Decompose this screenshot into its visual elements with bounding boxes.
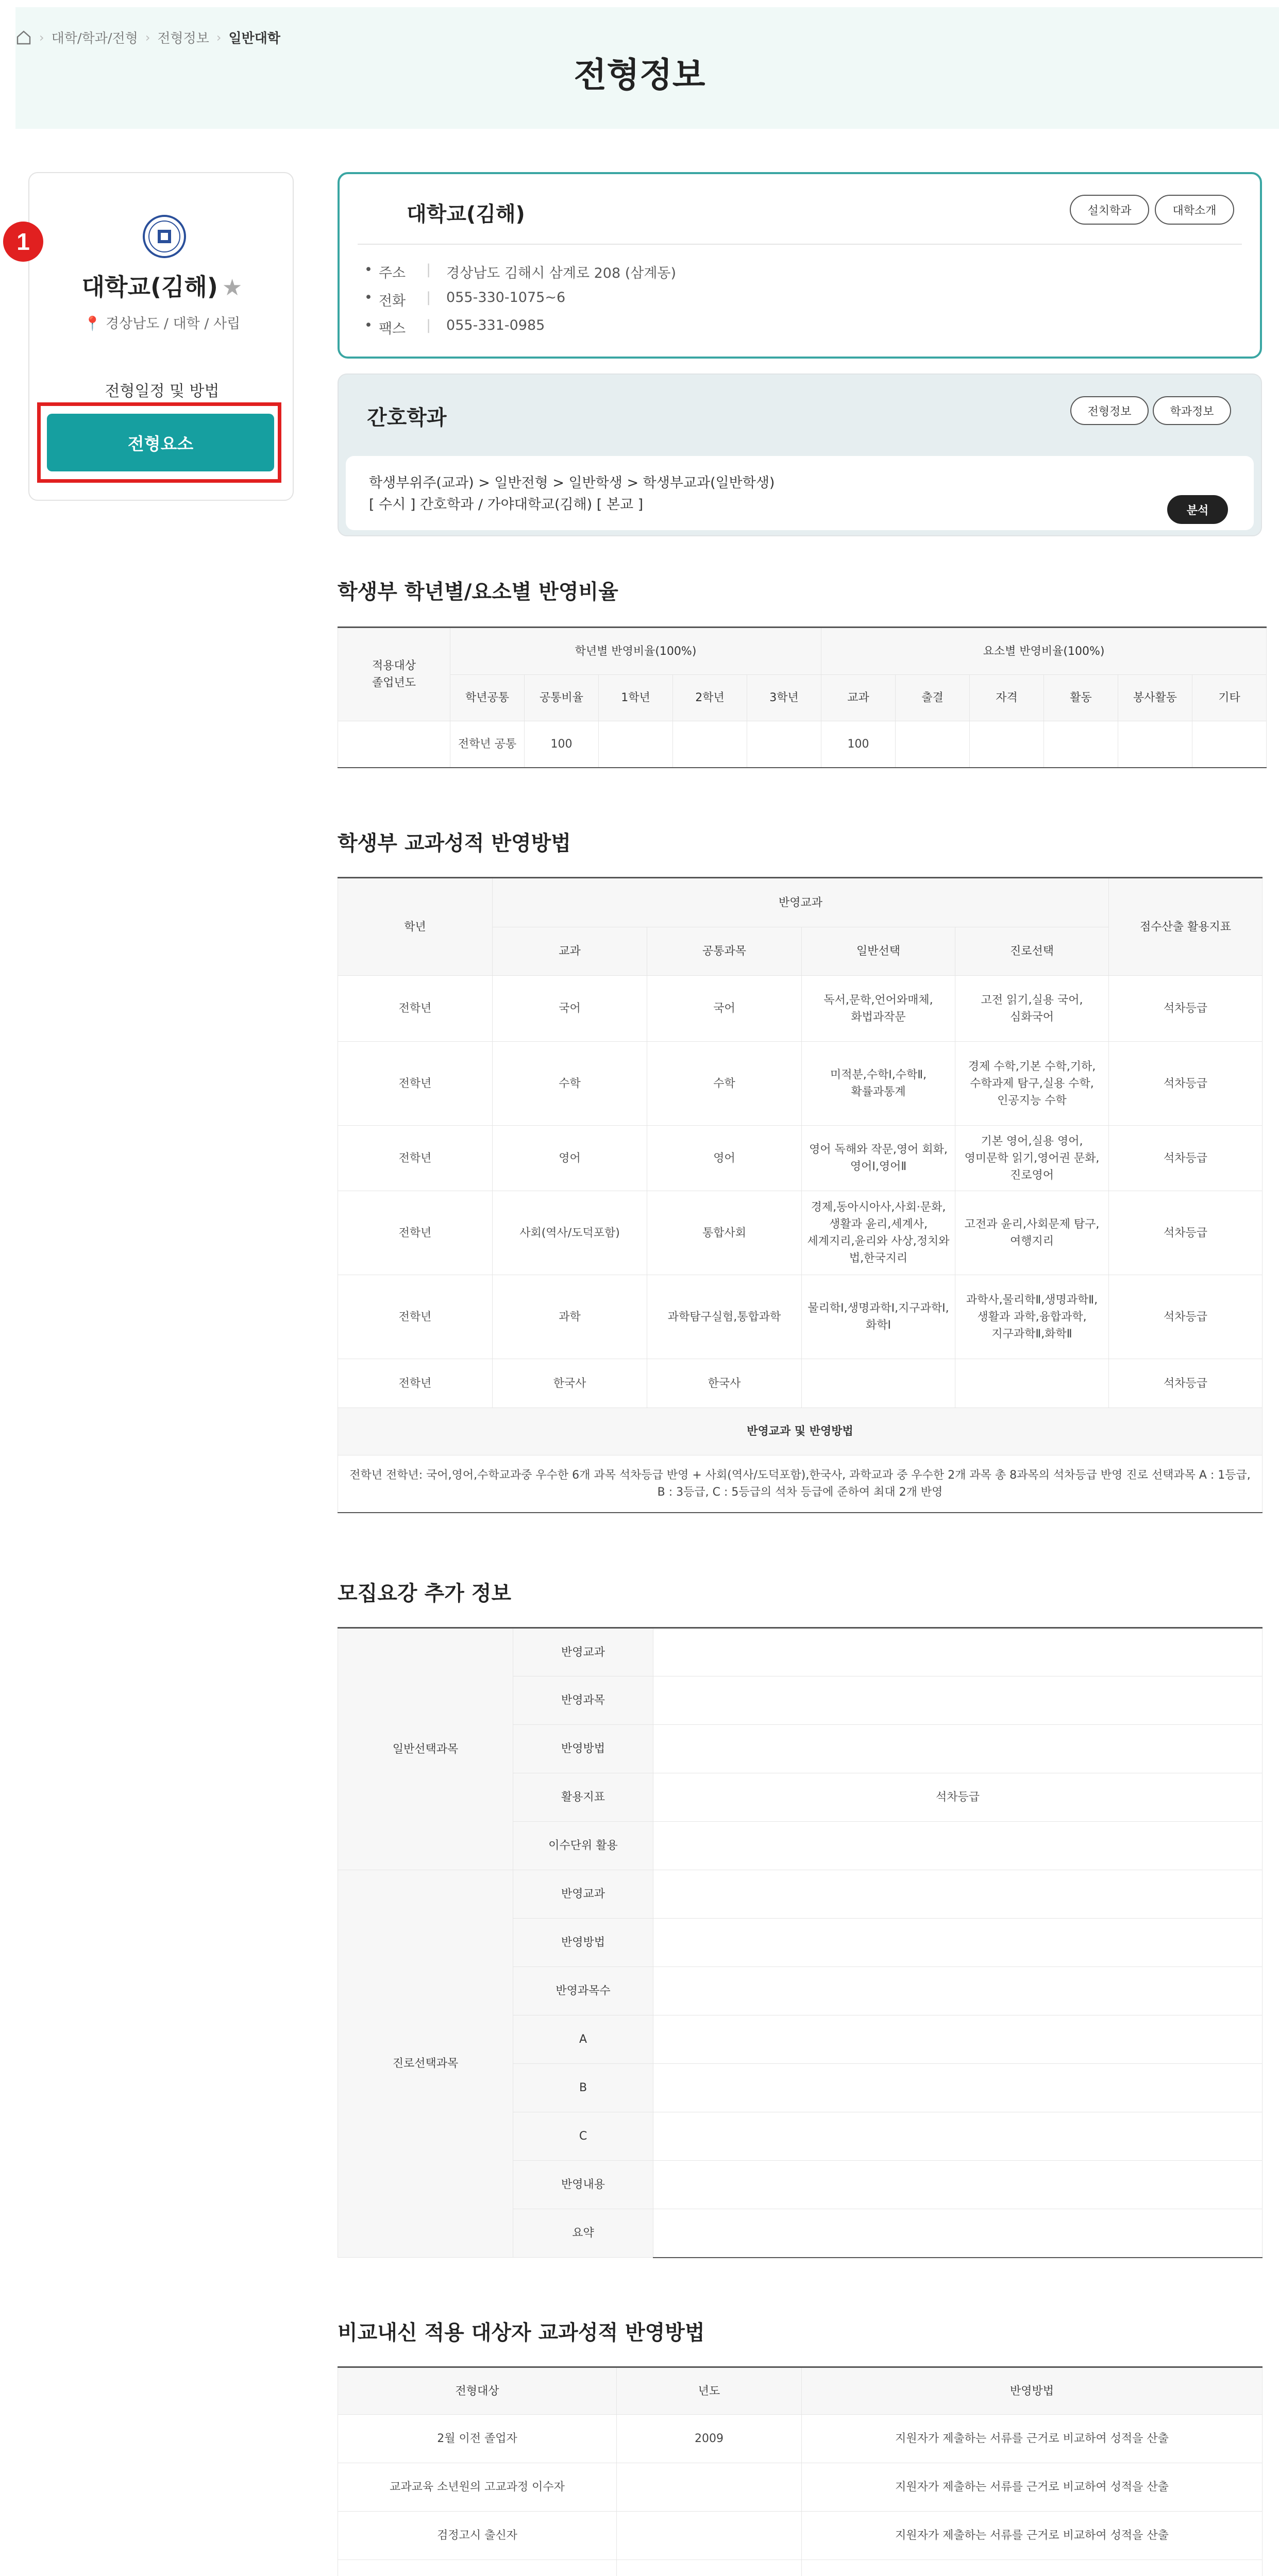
table-cell: 과학탐구실험,통합과학 <box>647 1275 802 1359</box>
table-row <box>338 1359 1263 1408</box>
table-cell <box>653 2161 1263 2209</box>
table-header: 요소별 반영비율(100%) <box>821 628 1267 675</box>
table-cell <box>653 1822 1263 1870</box>
breadcrumb-current: 일반대학 <box>228 31 280 46</box>
table-cell <box>338 721 450 768</box>
table-cell <box>1044 721 1118 768</box>
major-card <box>338 374 1262 536</box>
table-header: 학년 <box>338 878 493 976</box>
table-cell <box>338 2560 617 2576</box>
table-cell: 전학년 공통 <box>450 721 525 768</box>
table-row <box>338 2463 1263 2512</box>
table-cell: 2월 이전 졸업자 <box>338 2415 617 2463</box>
major-detail-panel <box>346 456 1254 530</box>
table-cell: 고전과 윤리,사회문제 탐구,여행지리 <box>955 1191 1109 1275</box>
chevron-right-icon: › <box>145 30 150 45</box>
table-header: 공통비율 <box>525 675 599 721</box>
university-name: 대학교(김해) ★ <box>81 273 243 301</box>
table-cell <box>1118 721 1192 768</box>
table-cell: 물리학Ⅰ,생명과학Ⅰ,지구과학Ⅰ,화학Ⅰ <box>802 1275 955 1359</box>
table-cell: 전학년 <box>338 976 493 1042</box>
table-header: B <box>513 2064 653 2112</box>
table-cell <box>653 2064 1263 2112</box>
table-cell: 경제,동아시아사,사회·문화,생활과 윤리,세계사,세계지리,윤리와 사상,정치와 법,한국지리 <box>802 1191 955 1275</box>
table-header: 반영방법 <box>802 2367 1263 2415</box>
chevron-right-icon: › <box>39 30 44 45</box>
table-cell: 수학 <box>493 1042 647 1126</box>
major-info-button[interactable]: 학과정보 <box>1153 396 1231 425</box>
table-header: 3학년 <box>747 675 821 721</box>
table-cell: 전학년 <box>338 1359 493 1408</box>
admission-sub: [ 수시 ] 간호학과 / 가야대학교(김해) [ 본교 ] <box>369 497 644 513</box>
table-header: 활용지표 <box>513 1773 653 1822</box>
admission-info-button[interactable]: 전형정보 <box>1070 396 1149 425</box>
table-header: 일반선택 <box>802 927 955 976</box>
section-title: 모집요강 추가 정보 <box>338 1582 511 1605</box>
table-header: 반영과목 <box>513 1676 653 1725</box>
table-cell: 2009 <box>617 2415 802 2463</box>
step-marker: 1 <box>3 222 43 262</box>
table-row <box>338 1870 1263 1919</box>
table-cell <box>802 1359 955 1408</box>
breadcrumb-item[interactable]: 전형정보 <box>157 31 209 46</box>
table-cell: 석차등급 <box>1109 1042 1263 1126</box>
table-header: 전형대상 <box>338 2367 617 2415</box>
table-cell: 과학 <box>493 1275 647 1359</box>
table-cell <box>673 721 747 768</box>
table-header: 학년별 반영비율(100%) <box>450 628 821 675</box>
table-cell <box>617 2463 802 2512</box>
table-row <box>338 1126 1263 1191</box>
installed-majors-button[interactable]: 설치학과 <box>1070 195 1149 225</box>
table-cell <box>896 721 970 768</box>
table-cell <box>747 721 821 768</box>
table-cell <box>1192 721 1267 768</box>
table-cell <box>599 721 673 768</box>
table-header: 반영방법 <box>513 1919 653 1967</box>
table-header: 이수단위 활용 <box>513 1822 653 1870</box>
table-cell: 독서,문학,언어와매체,화법과작문 <box>802 976 955 1042</box>
table-cell <box>653 1919 1263 1967</box>
table-cell: 전학년 <box>338 1191 493 1275</box>
table-row <box>338 976 1263 1042</box>
table-cell <box>653 2015 1263 2064</box>
fax-row: • 팩스 | 055-331-0985 <box>364 317 545 337</box>
table-header: 점수산출 활용지표 <box>1109 878 1263 976</box>
breadcrumb-item[interactable]: 대학/학과/전형 <box>51 31 138 46</box>
table-cell: 한국사 <box>647 1359 802 1408</box>
table-header: 교과 <box>821 675 896 721</box>
table-cell <box>653 1870 1263 1919</box>
table-header: 진로선택 <box>955 927 1109 976</box>
table-cell: 지원자가 제출하는 서류를 근거로 비교하여 성적을 산출 <box>802 2415 1263 2463</box>
admission-path: 학생부위주(교과) > 일반전형 > 일반학생 > 학생부교과(일반학생) <box>369 475 775 491</box>
table-header: 기타 <box>1192 675 1267 721</box>
table-header: 학년공통 <box>450 675 525 721</box>
table-cell: 경제 수학,기본 수학,기하,수학과제 탐구,실용 수학,인공지능 수학 <box>955 1042 1109 1126</box>
table-cell <box>617 2560 802 2576</box>
table-cell: 교과교육 소년원의 고교과정 이수자 <box>338 2463 617 2512</box>
table-cell: 과학사,물리학Ⅱ,생명과학Ⅱ,생활과 과학,융합과학,지구과학Ⅱ,화학Ⅱ <box>955 1275 1109 1359</box>
table-cell: 석차등급 <box>1109 1126 1263 1191</box>
address-row: • 주소 | 경상남도 김해시 삼계로 208 (삼계동) <box>364 262 677 281</box>
method-title: 반영교과 및 반영방법 <box>338 1408 1263 1455</box>
table-cell: 석차등급 <box>1109 1359 1263 1408</box>
table-header: 반영과목수 <box>513 1967 653 2015</box>
table-cell: 검정고시 출신자 <box>338 2512 617 2560</box>
divider <box>358 244 1242 245</box>
table-cell: 국어 <box>493 976 647 1042</box>
university-card <box>338 172 1262 359</box>
table-cell: 석차등급 <box>1109 1275 1263 1359</box>
chevron-right-icon: › <box>216 30 222 45</box>
table-header: 교과 <box>493 927 647 976</box>
table-cell: 영어 독해와 작문,영어 회화,영어Ⅰ,영어Ⅱ <box>802 1126 955 1191</box>
table-header: 자격 <box>970 675 1044 721</box>
table-cell: 지원자가 제출하는 서류를 근거로 비교하여 성적을 산출 <box>802 2512 1263 2560</box>
table-cell: 통합사회 <box>647 1191 802 1275</box>
table-cell: 100 <box>525 721 599 768</box>
university-intro-button[interactable]: 대학소개 <box>1155 195 1234 225</box>
table-header: 반영교과 <box>513 1870 653 1919</box>
table-header: 활동 <box>1044 675 1118 721</box>
table-cell: 전학년 <box>338 1126 493 1191</box>
table-header: 요약 <box>513 2209 653 2258</box>
table-row <box>338 1628 1263 1676</box>
section-title: 학생부 교과성적 반영방법 <box>338 832 571 855</box>
table-header: 반영교과 <box>513 1628 653 1676</box>
subject-score-table <box>338 877 1263 1513</box>
table-row <box>338 721 1267 768</box>
university-card-title: 대학교(김해) <box>407 202 525 226</box>
breadcrumb <box>15 28 280 47</box>
schedule-link[interactable]: 전형일정 및 방법 <box>105 382 220 400</box>
table-cell: 영어 <box>647 1126 802 1191</box>
table-cell <box>802 2560 1263 2576</box>
table-cell: 영어 <box>493 1126 647 1191</box>
table-cell: 전학년 <box>338 1042 493 1126</box>
table-row <box>338 2415 1263 2463</box>
table-cell: 수학 <box>647 1042 802 1126</box>
star-icon[interactable]: ★ <box>222 275 243 301</box>
table-header: 반영교과 <box>493 878 1109 927</box>
table-cell <box>653 1676 1263 1725</box>
table-header: 2학년 <box>673 675 747 721</box>
section-title: 학생부 학년별/요소별 반영비율 <box>338 580 618 604</box>
table-cell: 100 <box>821 721 896 768</box>
table-cell: 기본 영어,실용 영어,영미문학 읽기,영어권 문화,진로영어 <box>955 1126 1109 1191</box>
additional-info-table <box>338 1627 1263 2258</box>
analysis-button[interactable]: 분석 <box>1167 495 1228 524</box>
sidebar-card <box>28 172 294 501</box>
table-header: 진로선택과목 <box>338 1870 513 2258</box>
major-title: 간호학과 <box>367 406 447 430</box>
table-row <box>338 2560 1263 2576</box>
table-header: 공통과목 <box>647 927 802 976</box>
table-header: 반영방법 <box>513 1725 653 1773</box>
table-cell: 사회(역사/도덕포함) <box>493 1191 647 1275</box>
phone-row: • 전화 | 055-330-1075~6 <box>364 290 566 309</box>
method-text: 전학년 전학년: 국어,영어,수학교과중 우수한 6개 과목 석차등급 반영 + 사회(역사/도덕포함),한국사, 과학교과 중 우수한 2개 과목 총 8과목의 석차등급 반영 진로 선택과목 A : 1등급, B : 3등급, C : 5등급의 석차 등급에 준하여 최대 2개 반영 <box>338 1455 1263 1513</box>
table-cell <box>653 1725 1263 1773</box>
table-header: 년도 <box>617 2367 802 2415</box>
table-cell <box>653 1628 1263 1676</box>
table-cell <box>617 2512 802 2560</box>
table-row <box>338 1191 1263 1275</box>
table-row <box>338 1275 1263 1359</box>
selection-elements-button[interactable]: 전형요소 <box>47 414 274 471</box>
table-header: 봉사활동 <box>1118 675 1192 721</box>
table-cell <box>955 1359 1109 1408</box>
page-title: 전형정보 <box>574 55 705 95</box>
table-cell <box>653 1967 1263 2015</box>
table-cell: 석차등급 <box>653 1773 1263 1822</box>
table-cell: 석차등급 <box>1109 1191 1263 1275</box>
table-cell: 한국사 <box>493 1359 647 1408</box>
university-logo <box>142 214 187 259</box>
table-cell <box>970 721 1044 768</box>
table-cell <box>653 2112 1263 2161</box>
map-pin-icon: 📍 <box>83 316 102 332</box>
table-cell <box>653 2209 1263 2258</box>
table-header: C <box>513 2112 653 2161</box>
table-cell: 미적분,수학Ⅰ,수학Ⅱ,확률과통계 <box>802 1042 955 1126</box>
table-header: A <box>513 2015 653 2064</box>
section-title: 비교내신 적용 대상자 교과성적 반영방법 <box>338 2321 705 2345</box>
table-cell: 국어 <box>647 976 802 1042</box>
table-header: 1학년 <box>599 675 673 721</box>
table-header: 적용대상 졸업년도 <box>338 628 450 721</box>
table-cell: 전학년 <box>338 1275 493 1359</box>
table-header: 출결 <box>896 675 970 721</box>
table-header: 일반선택과목 <box>338 1628 513 1870</box>
table-row <box>338 1042 1263 1126</box>
table-row <box>338 2512 1263 2560</box>
table-cell: 지원자가 제출하는 서류를 근거로 비교하여 성적을 산출 <box>802 2463 1263 2512</box>
table-cell: 고전 읽기,실용 국어,심화국어 <box>955 976 1109 1042</box>
table-cell: 석차등급 <box>1109 976 1263 1042</box>
home-icon[interactable] <box>15 29 32 46</box>
comparison-table <box>338 2366 1263 2576</box>
table-header: 반영내용 <box>513 2161 653 2209</box>
ratio-table <box>338 626 1267 768</box>
university-location: 📍 경상남도 / 대학 / 사립 <box>83 316 241 332</box>
